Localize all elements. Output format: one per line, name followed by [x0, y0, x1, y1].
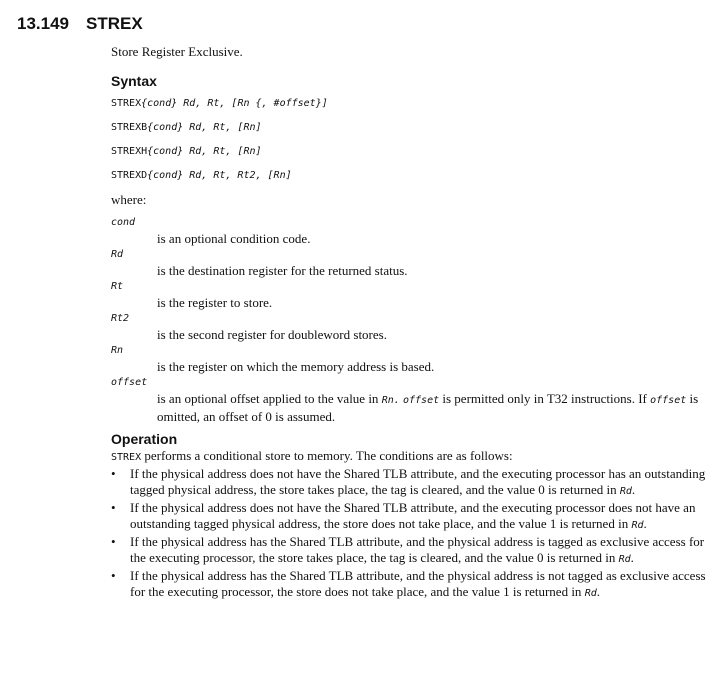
- parameter-item: [111, 375, 707, 425]
- parameter-description: is the second register for doubleword stores.: [157, 327, 387, 342]
- parameter-term: offset: [111, 377, 148, 388]
- bullet-icon: •: [111, 466, 116, 481]
- operation-intro: STREX performs a conditional store to memory. The conditions are as follows:: [111, 448, 513, 463]
- section-body: [111, 44, 707, 602]
- bullet-icon: •: [111, 568, 116, 583]
- parameter-description: is the destination register for the returned status.: [157, 263, 408, 278]
- parameter-description: is an optional condition code.: [157, 231, 311, 246]
- section-number: 13.149: [17, 14, 69, 33]
- list-item: • If the physical address does not have the Shared TLB attribute, and the executing processor does not have an outstanding tagged physical address, the store does not take place, and the value 1 is returned in Rd.: [111, 500, 696, 531]
- syntax-line: STREX{cond} Rd, Rt, [Rn {, #offset}]: [111, 98, 328, 109]
- parameter-item: [111, 215, 707, 247]
- syntax-block: [111, 92, 707, 188]
- parameter-item: [111, 311, 707, 343]
- list-item: • If the physical address has the Shared TLB attribute, and the physical address is tagged as exclusive access for the executing processor, the store takes place, the tag is cleared, and the value 0 is returned in Rd.: [111, 534, 705, 565]
- syntax-line: STREXB{cond} Rd, Rt, [Rn]: [111, 122, 262, 133]
- parameter-term: cond: [111, 217, 136, 228]
- syntax-line: STREXH{cond} Rd, Rt, [Rn]: [111, 146, 262, 157]
- parameter-term: Rd: [111, 249, 124, 260]
- section-description: Store Register Exclusive.: [111, 44, 243, 59]
- section-heading: [17, 14, 143, 34]
- parameter-description: is the register on which the memory address is based.: [157, 359, 435, 374]
- parameter-item: [111, 247, 707, 279]
- bullet-icon: •: [111, 500, 116, 515]
- parameter-description: is the register to store.: [157, 295, 273, 310]
- section-title: STREX: [86, 14, 143, 33]
- parameter-item: [111, 279, 707, 311]
- parameter-term: Rn: [111, 345, 124, 356]
- where-label: where:: [111, 192, 147, 207]
- parameter-item: [111, 343, 707, 375]
- list-item: • If the physical address does not have the Shared TLB attribute, and the executing processor has an outstanding tagged physical address, the store takes place, the tag is cleared, and the value 0 is returned in Rd.: [111, 466, 706, 497]
- parameter-list: [111, 215, 707, 425]
- syntax-line: STREXD{cond} Rd, Rt, Rt2, [Rn]: [111, 170, 292, 181]
- list-item: • If the physical address has the Shared TLB attribute, and the physical address is not tagged as exclusive access for the executing processor, the store does not take place, and the value 1 is returned in Rd.: [111, 568, 706, 599]
- syntax-heading: Syntax: [111, 73, 157, 89]
- parameter-term: Rt: [111, 281, 124, 292]
- bullet-icon: •: [111, 534, 116, 549]
- operation-heading: Operation: [111, 431, 178, 447]
- parameter-term: Rt2: [111, 313, 130, 324]
- parameter-description: is an optional offset applied to the value in Rn. offset is permitted only in T32 instructions. If offset is omitted, an offset of 0 is assumed.: [157, 391, 699, 424]
- conditions-list: [111, 466, 707, 602]
